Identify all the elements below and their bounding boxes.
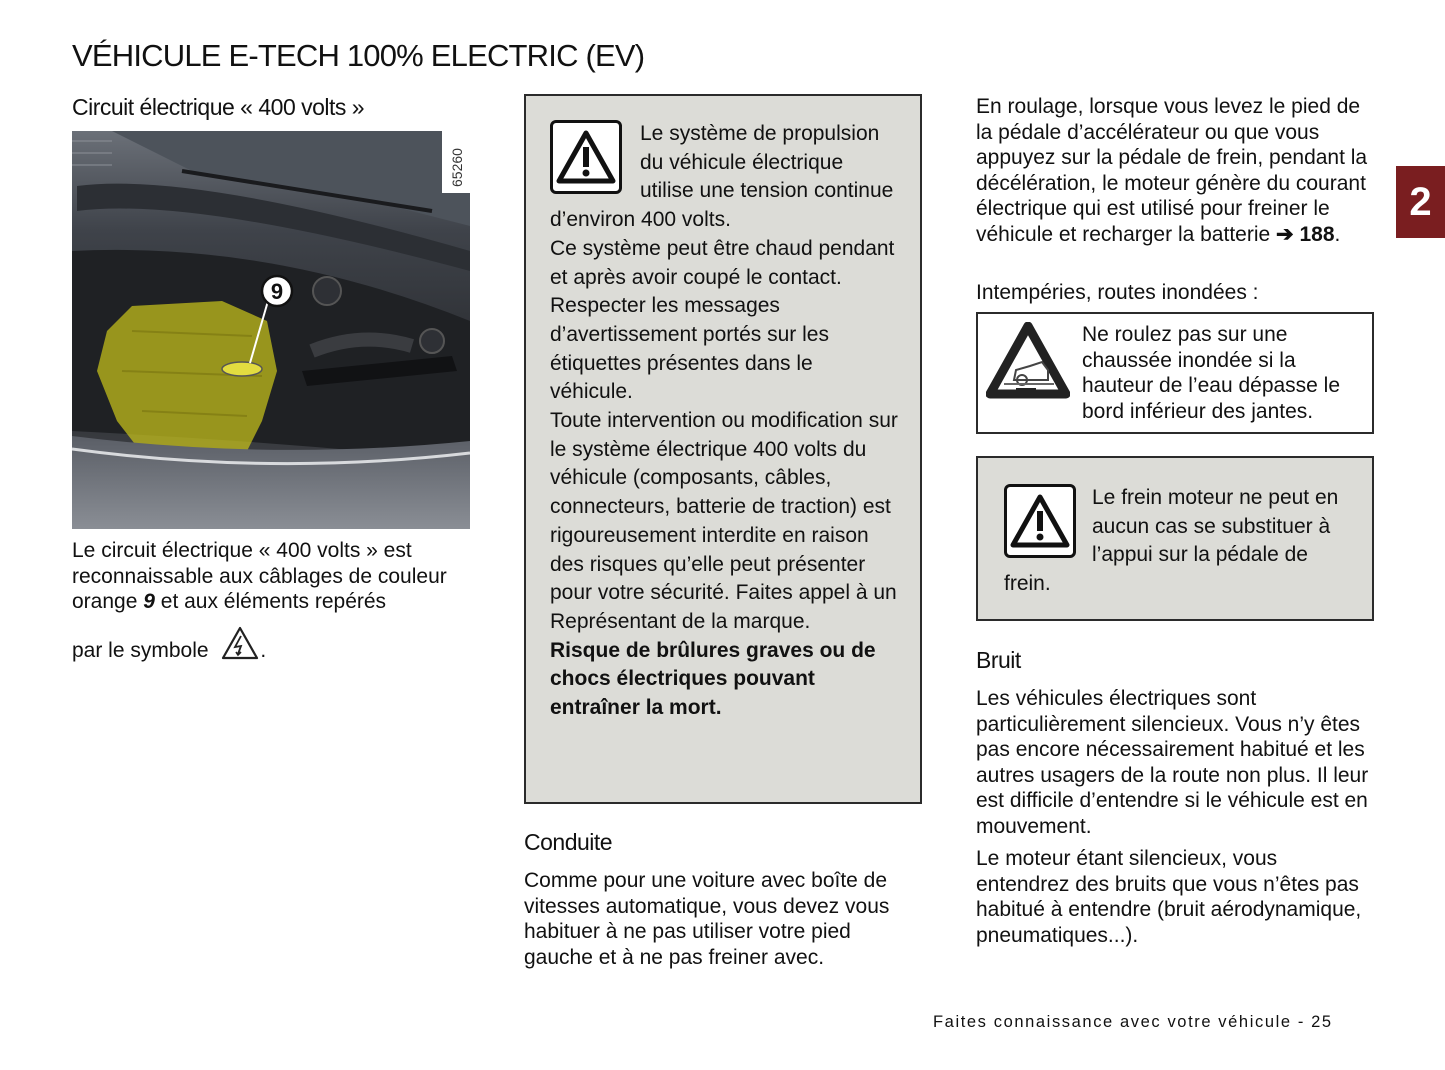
- engine-brake-text: Le frein moteur ne peut en aucun cas se substituer à l’appui sur la pédale de frein.: [1004, 486, 1339, 596]
- high-voltage-warning-box: [524, 94, 922, 804]
- engine-bay-illustration: [72, 131, 470, 529]
- figure-ref-number: 65260: [449, 148, 465, 187]
- engine-bay-figure: [72, 131, 470, 529]
- page-ref-arrow-icon: ➔: [1276, 222, 1294, 246]
- warning-heat: Ce système peut être chaud pendant et après avoir coupé le contact. Respecter les messages d’avertissement portés sur les étiquettes présentes dans le véhicule.: [550, 236, 895, 404]
- regen-braking-text: En roulage, lorsque vous levez le pied de la pédale d’accélérateur ou que vous appuyez sur la pédale de frein, pendant la décélération, le moteur génère du courant électrique qui est utilisé pour freiner le véhicule et recharger la batterie ➔ 188.: [976, 95, 1368, 246]
- flooded-road-warning-icon: [986, 322, 1070, 402]
- warning-intro: Le système de propulsion du véhicule électrique utilise une tension continue d’environ 400 volts.: [550, 122, 894, 232]
- page-footer: Faites connaissance avec votre véhicule - 25: [933, 1013, 1333, 1031]
- figure-callout-9: 9: [270, 279, 284, 304]
- warning-danger: Risque de brûlures graves ou de chocs électriques pouvant entraîner la mort.: [550, 638, 876, 720]
- flood-warning-text: Ne roulez pas sur une chaussée inondée si la hauteur de l’eau dépasse le bord inférieur des jantes.: [1082, 323, 1341, 423]
- engine-brake-warning-box: [976, 456, 1374, 621]
- warning-triangle-icon: [550, 120, 622, 194]
- page-title: VÉHICULE E-TECH 100% ELECTRIC (EV): [72, 38, 645, 73]
- bruit-para-2: Le moteur étant silencieux, vous entendrez des bruits que vous n’êtes pas habitué à entendre (bruit aérodynamique, pneumatiques...).: [976, 847, 1362, 947]
- section-heading-circuit: Circuit électrique « 400 volts »: [72, 94, 365, 120]
- section-heading-bruit: Bruit: [976, 647, 1021, 673]
- circuit-caption: Le circuit électrique « 400 volts » est reconnaissable aux câblages de couleur orange 9 et aux éléments repérés par le symbole .: [72, 538, 472, 667]
- section-heading-conduite: Conduite: [524, 829, 613, 855]
- chapter-tab: 2: [1396, 166, 1445, 238]
- flood-warning-box: [976, 312, 1374, 434]
- caption-ref-9: 9: [143, 590, 155, 614]
- high-voltage-triangle-icon: [220, 625, 260, 668]
- bruit-para-1: Les véhicules électriques sont particulièrement silencieux. Vous n’y êtes pas encore nécessairement habitué et les autres usagers de la route non plus. Il leur est difficile d’entendre si le véhicule est en mouvement.: [976, 687, 1369, 838]
- page-ref-link[interactable]: 188: [1299, 222, 1335, 246]
- conduite-text: Comme pour une voiture avec boîte de vitesses automatique, vous devez vous habituer à ne pas utiliser votre pied gauche et à ne pas freiner avec.: [524, 869, 890, 969]
- warning-intervention: Toute intervention ou modification sur le système électrique 400 volts du véhicule (composants, câbles, connecteurs, batterie de traction) est rigoureusement interdite en raison des risques qu’elle peut présenter pour votre sécurité. Faites appel à un Représentant de la marque.: [550, 409, 898, 633]
- weather-label: Intempéries, routes inondées :: [976, 281, 1259, 304]
- warning-triangle-icon: [1004, 484, 1076, 558]
